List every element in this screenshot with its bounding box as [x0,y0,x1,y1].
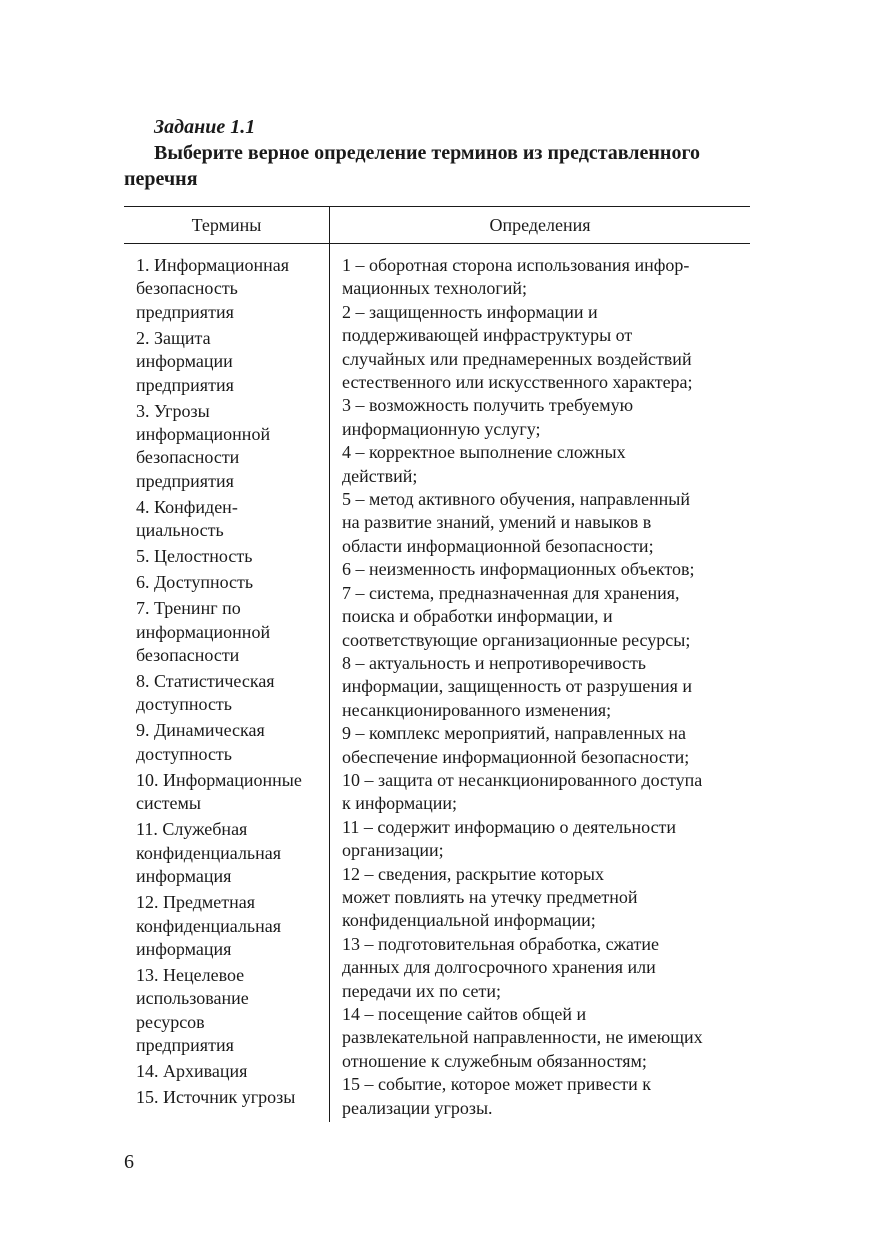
definition-line: естественного или искусственного характера; [342,372,693,393]
header-definitions: Определения [489,215,591,235]
term-line: 6. Доступность [136,572,254,593]
term-line: 4. Конфиден- [136,496,238,517]
term-item [136,496,326,543]
term-line: безопасности [136,447,240,468]
term-line: 15. Источник угрозы [136,1087,296,1108]
definition-line: случайных или преднамеренных воздействий [342,348,692,369]
definition-line: передачи их по сети; [342,980,501,1001]
term-line: предприятия [136,1035,234,1056]
definition-line: действий; [342,465,418,486]
definition-line: конфиденциальной информации; [342,910,596,931]
term-item [136,327,326,397]
term-line: 5. Целостность [136,546,253,567]
definition-line: 15 – событие, которое может привести к [342,1074,651,1095]
term-line: 13. Нецелевое [136,964,245,985]
term-line: 12. Предметная [136,892,256,913]
term-line: информация [136,938,232,959]
term-line: 3. Угрозы [136,400,210,421]
definition-line: 14 – посещение сайтов общей и [342,1004,587,1024]
term-line: информация [136,866,232,887]
definition-line: области информационной безопасности; [342,535,654,556]
term-item [136,719,326,766]
term-line: предприятия [136,374,234,395]
term-item [136,891,326,961]
definition-line: 2 – защищенность информации и [342,301,598,322]
term-line: 2. Защита [136,327,211,348]
definition-line: 10 – защита от несанкционированного доступа [342,769,703,790]
definition-line: на развитие знаний, умений и навыков в [342,512,652,533]
definition-line: отношение к служебным обязанностям; [342,1050,647,1071]
definitions-column [342,254,746,1120]
definition-line: 5 – метод активного обучения, направленный [342,489,691,510]
term-item [136,571,326,594]
definition-line: поиска и обработки информации, и [342,606,613,627]
definition-line: поддерживающей инфраструктуры от [342,325,633,346]
term-line: 8. Статистическая [136,671,275,692]
term-item [136,670,326,717]
definition-line: 13 – подготовительная обработка, сжатие [342,933,660,954]
term-line: 1. Информационная [136,255,290,275]
definition-line: мационных технологий; [342,278,528,299]
definition-line: 1 – оборотная сторона использования инфор- [342,255,690,275]
definition-line: информации, защищенность от разрушения и [342,676,693,697]
task-title: Задание 1.1 [154,116,256,138]
definition-line: 6 – неизменность информационных объектов; [342,559,695,580]
header-terms: Термины [191,215,262,235]
term-line: доступность [136,743,233,764]
definition-line: соответствующие организационные ресурсы; [342,629,691,650]
definition-line: может повлиять на утечку предметной [342,886,638,907]
definition-line: 9 – комплекс мероприятий, направленных на [342,723,687,744]
term-item [136,254,326,324]
definition-line: 11 – содержит информацию о деятельности [342,816,677,837]
terms-definitions-table [124,206,750,1122]
page-number: 6 [124,1151,134,1173]
task-instruction: Выберите верное определение терминов из представленного перечня [124,142,701,190]
definition-line: 8 – актуальность и непротиворечивость [342,652,647,673]
definition-line: несанкционированного изменения; [342,699,612,720]
term-line: 11. Служебная [136,819,248,840]
terms-column [136,254,326,1112]
term-line: информации [136,351,233,372]
table-top-rule [124,206,750,207]
term-line: 10. Информационные [136,769,302,790]
term-line: конфиденциальная [136,915,282,936]
definition-line: 3 – возможность получить требуемую [342,395,634,416]
term-line: ресурсов [136,1011,205,1032]
term-line: конфиденциальная [136,842,282,863]
term-item [136,1060,326,1083]
definition-line: реализации угрозы. [342,1097,493,1118]
term-line: 9. Динамическая [136,720,265,741]
definition-line: обеспечение информационной безопасности; [342,746,690,767]
term-line: 14. Архивация [136,1061,248,1082]
table-header-rule [124,243,750,244]
term-line: безопасности [136,645,240,666]
term-line: доступность [136,694,233,715]
definition-line: 12 – сведения, раскрытие которых [342,863,604,884]
term-line: безопасность [136,278,238,299]
definition-line: развлекательной направленности, не имеющих [342,1027,703,1048]
term-item [136,964,326,1058]
term-line: предприятия [136,301,234,322]
term-line: циальность [136,520,224,541]
term-line: использование [136,988,249,1009]
term-item [136,1086,326,1109]
definition-line: данных для долгосрочного хранения или [342,957,656,978]
term-item [136,597,326,667]
term-item [136,400,326,494]
definition-line: 7 – система, предназначенная для хранения, [342,582,680,603]
definition-line: 4 – корректное выполнение сложных [342,442,626,463]
term-item [136,769,326,816]
term-line: информационной [136,621,271,642]
term-line: системы [136,793,201,814]
term-line: информационной [136,424,271,445]
table-column-divider [329,206,330,1122]
term-item [136,818,326,888]
term-line: предприятия [136,470,234,491]
definition-line: к информации; [342,793,458,814]
definition-line: организации; [342,840,444,861]
term-item [136,545,326,568]
term-line: 7. Тренинг по [136,598,241,619]
definition-line: информационную услугу; [342,418,541,439]
